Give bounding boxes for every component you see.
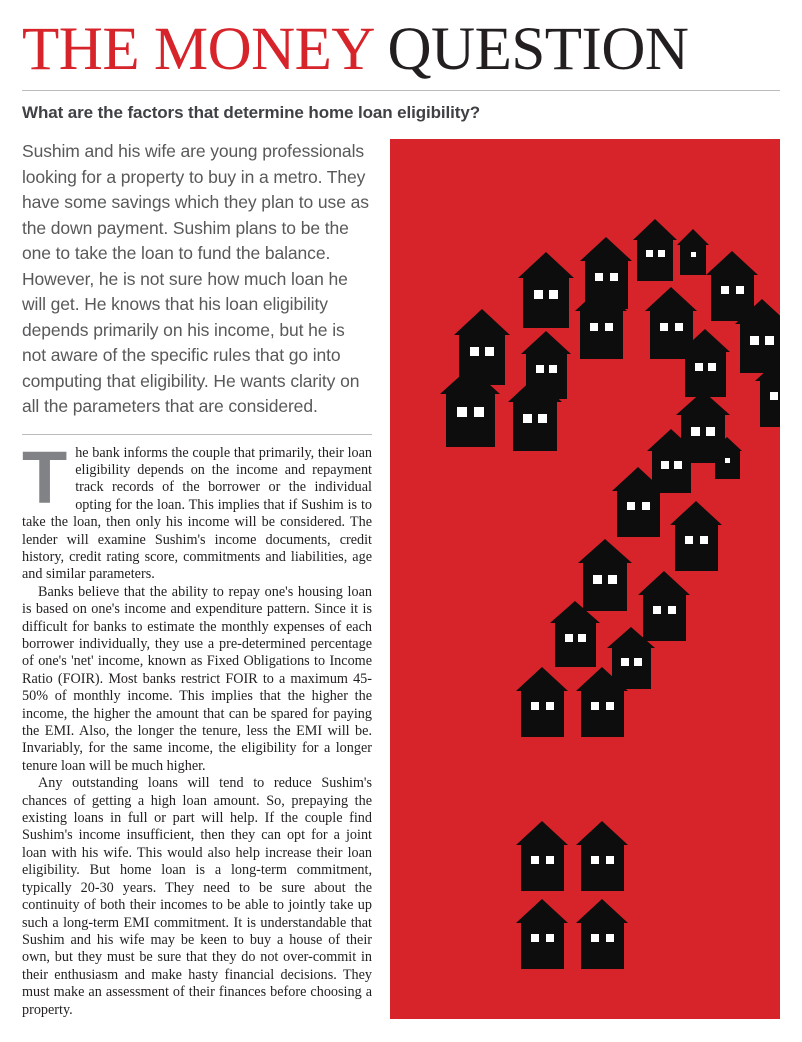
illustration-question-mark-houses bbox=[390, 139, 780, 1019]
house-body bbox=[521, 845, 564, 891]
house-icon bbox=[550, 601, 600, 667]
house-icon bbox=[633, 219, 677, 281]
house-roof bbox=[576, 899, 628, 923]
house-window bbox=[725, 458, 730, 463]
masthead-title bbox=[22, 0, 780, 82]
house-window bbox=[621, 658, 629, 666]
house-window bbox=[700, 536, 708, 544]
house-roof bbox=[638, 571, 690, 595]
house-window bbox=[591, 856, 599, 864]
house-window bbox=[685, 536, 693, 544]
house-roof bbox=[676, 391, 730, 415]
house-window bbox=[736, 286, 744, 294]
body-text bbox=[22, 435, 372, 1019]
house-window bbox=[549, 365, 557, 373]
house-body bbox=[581, 845, 624, 891]
house-body bbox=[555, 623, 596, 667]
house-body bbox=[675, 525, 718, 571]
house-body bbox=[513, 402, 557, 451]
house-window bbox=[578, 634, 586, 642]
house-icon bbox=[516, 821, 568, 891]
house-roof bbox=[677, 229, 709, 245]
house-icon bbox=[712, 437, 742, 479]
house-body bbox=[637, 240, 673, 281]
house-roof bbox=[647, 429, 695, 451]
house-roof bbox=[680, 329, 730, 352]
house-window bbox=[646, 250, 653, 257]
house-body bbox=[523, 278, 569, 328]
house-window bbox=[708, 363, 716, 371]
house-window bbox=[606, 702, 614, 710]
house-roof bbox=[440, 367, 500, 394]
house-window bbox=[770, 392, 778, 400]
house-body bbox=[521, 691, 564, 737]
house-window bbox=[470, 347, 479, 356]
house-icon bbox=[508, 377, 562, 451]
house-window bbox=[593, 575, 602, 584]
house-window bbox=[474, 407, 484, 417]
house-window bbox=[606, 934, 614, 942]
house-roof bbox=[645, 287, 697, 311]
house-window bbox=[549, 290, 558, 299]
house-window bbox=[485, 347, 494, 356]
house-roof bbox=[706, 251, 758, 275]
body-paragraph-1 bbox=[22, 435, 372, 584]
house-window bbox=[605, 323, 613, 331]
house-window bbox=[457, 407, 467, 417]
house-roof bbox=[612, 467, 664, 491]
house-window bbox=[608, 575, 617, 584]
house-icon bbox=[755, 357, 780, 427]
house-icon bbox=[518, 252, 574, 328]
house-roof bbox=[518, 252, 574, 278]
body-divider bbox=[22, 434, 372, 435]
house-icon bbox=[677, 229, 709, 275]
house-body bbox=[580, 311, 623, 359]
house-window bbox=[634, 658, 642, 666]
drop-cap: T bbox=[22, 435, 68, 519]
house-icon bbox=[516, 667, 568, 737]
house-roof bbox=[576, 821, 628, 845]
masthead-title-part1: THE MONEY bbox=[22, 16, 373, 83]
house-icon bbox=[516, 899, 568, 969]
house-body bbox=[617, 491, 660, 537]
house-window bbox=[538, 414, 547, 423]
house-roof bbox=[516, 667, 568, 691]
house-roof bbox=[550, 601, 600, 623]
house-window bbox=[750, 336, 759, 345]
house-window bbox=[546, 856, 554, 864]
house-window bbox=[691, 252, 696, 257]
house-roof bbox=[580, 237, 632, 261]
house-icon bbox=[440, 367, 500, 447]
house-window bbox=[565, 634, 573, 642]
house-roof bbox=[633, 219, 677, 240]
house-icon bbox=[575, 287, 627, 359]
house-roof bbox=[670, 501, 722, 525]
house-icon bbox=[576, 899, 628, 969]
house-window bbox=[536, 365, 544, 373]
house-roof bbox=[508, 377, 562, 402]
masthead-title-part2: QUESTION bbox=[372, 16, 689, 83]
house-body bbox=[760, 381, 781, 427]
house-body bbox=[680, 245, 706, 275]
house-roof bbox=[454, 309, 510, 335]
house-window bbox=[658, 250, 665, 257]
house-window bbox=[546, 934, 554, 942]
house-window bbox=[765, 336, 774, 345]
house-body bbox=[521, 923, 564, 969]
house-roof bbox=[755, 357, 780, 381]
house-roof bbox=[607, 627, 655, 648]
house-window bbox=[606, 856, 614, 864]
house-body bbox=[581, 923, 624, 969]
house-window bbox=[531, 856, 539, 864]
house-body bbox=[581, 691, 624, 737]
house-window bbox=[591, 702, 599, 710]
house-icon bbox=[680, 329, 730, 397]
house-window bbox=[591, 934, 599, 942]
house-icon bbox=[576, 821, 628, 891]
house-window bbox=[590, 323, 598, 331]
body-paragraph-3: Any outstanding loans will tend to reduce Sushim's chances of getting a high loan amount. So, prepaying the existing loans in full or part will help. If the couple find Sushim's income insufficient, then they can opt for a joint loan with his wife. This would also help increase their loan eligibility. But home loan is a long-term commitment, typically 20-30 years. They need to be sure about the continuity of both their incomes to be able to jointly take up such a long-term EMI commitment. It is understandable that Sushim and his wife may be keen to buy a house of their own, but they must be sure that they do not over-commit in their enthusiasm and make hasty financial decisions. They must make an assessment of their finances before choosing a property. bbox=[22, 775, 372, 1018]
house-window bbox=[660, 323, 668, 331]
house-window bbox=[531, 934, 539, 942]
house-window bbox=[674, 461, 682, 469]
house-window bbox=[523, 414, 532, 423]
body-paragraph-1-text: he bank informs the couple that primarily, their loan eligibility depends on the income and repayment track records of the borrower or the individual opting for the loan. This implies that if Sushim is to take the loan, then only his income will be considered. The lender will examine Sushim's income documents, credit history, credit rating score, commitments and liabilities, age and similar parameters. bbox=[22, 444, 372, 583]
house-icon bbox=[612, 467, 664, 537]
house-window bbox=[610, 273, 618, 281]
house-window bbox=[668, 606, 676, 614]
house-roof bbox=[712, 437, 742, 451]
house-roof bbox=[516, 821, 568, 845]
house-icon bbox=[576, 667, 628, 737]
house-window bbox=[642, 502, 650, 510]
house-window bbox=[653, 606, 661, 614]
house-window bbox=[531, 702, 539, 710]
article-subhead: What are the factors that determine home loan eligibility? bbox=[22, 103, 480, 123]
house-window bbox=[695, 363, 703, 371]
masthead-divider bbox=[22, 90, 780, 91]
house-roof bbox=[735, 299, 780, 324]
article-content bbox=[22, 139, 780, 1019]
house-window bbox=[627, 502, 635, 510]
house-roof bbox=[516, 899, 568, 923]
house-window bbox=[534, 290, 543, 299]
house-body bbox=[715, 451, 740, 479]
standfirst-paragraph: Sushim and his wife are young professionals looking for a property to buy in a metro. They have some savings which they plan to use as the down payment. Sushim plans to be the one to take the loan to fund the balance. However, he is not sure how much loan he will get. He knows that his loan eligibility depends primarily on his income, but he is not aware of the specific rules that go into computing that eligibility. He wants clarity on all the parameters that are considered. bbox=[22, 141, 369, 417]
text-column bbox=[22, 139, 372, 1019]
body-paragraph-2: Banks believe that the ability to repay one's housing loan is based on one's income and expenditure pattern. Since it is difficult for banks to estimate the monthly expenses of each borrower individually, they use a pre-determined percentage of one's 'net' income, known as Fixed Obligations to Income Ratio (FOIR). Most banks restrict FOIR to a maximum 45-50% of monthly income. This implies that the higher the income, the higher the amount that can be spared for paying the EMI. Also, the longer the tenure, less the EMI will be. Invariably, for the same income, the eligibility for a longer tenure loan will be much higher. bbox=[22, 583, 372, 774]
house-roof bbox=[575, 287, 627, 311]
house-window bbox=[546, 702, 554, 710]
house-window bbox=[595, 273, 603, 281]
house-roof bbox=[521, 331, 571, 354]
house-window bbox=[721, 286, 729, 294]
house-roof bbox=[576, 667, 628, 691]
house-icon bbox=[670, 501, 722, 571]
house-body bbox=[446, 394, 495, 447]
house-roof bbox=[578, 539, 632, 563]
house-window bbox=[706, 427, 715, 436]
